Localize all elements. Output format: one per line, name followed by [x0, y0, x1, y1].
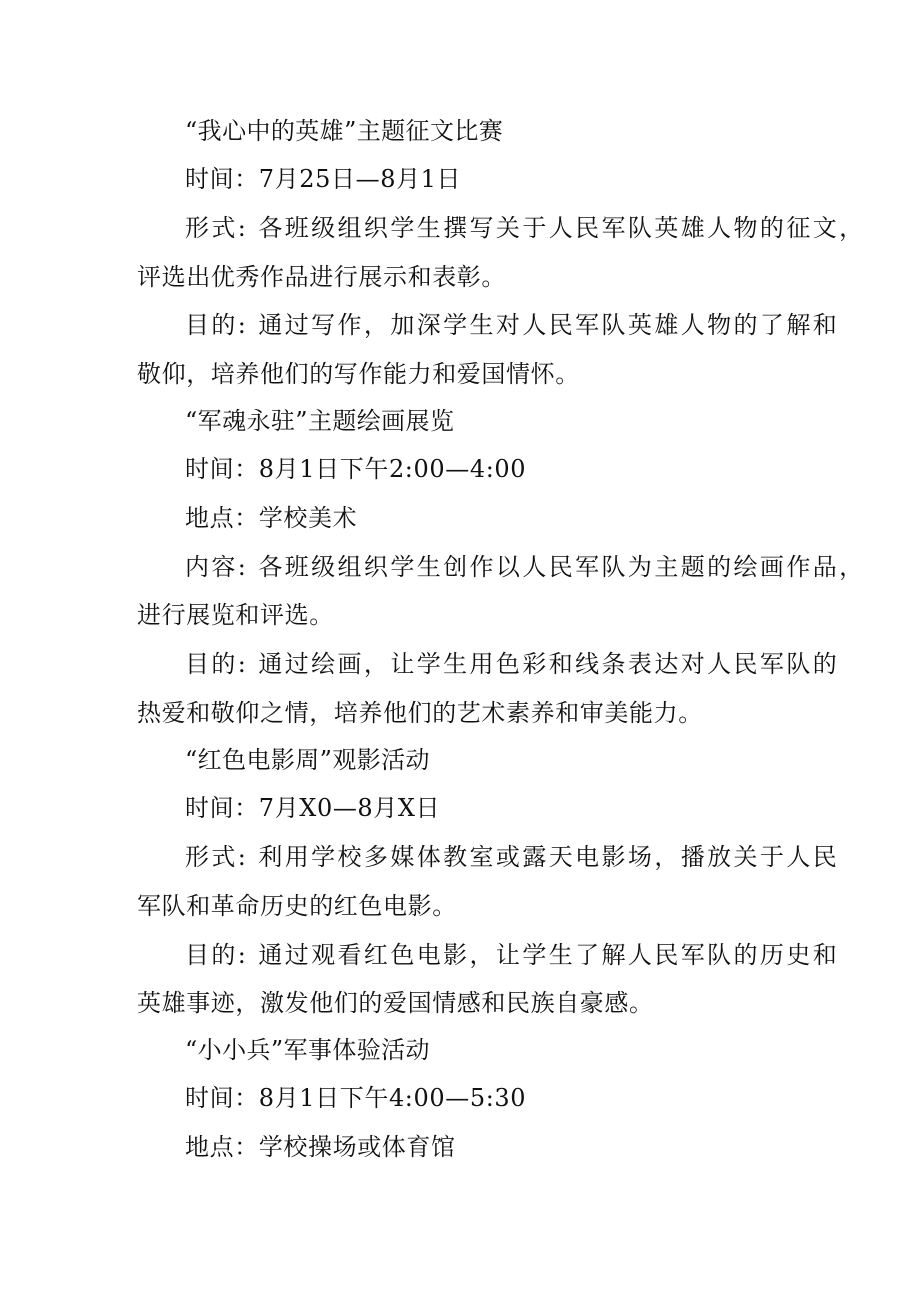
section-1-purpose-line-1: 目的: 通过写作，加深学生对人民军队英雄人物的了解和 — [185, 311, 840, 339]
section-2-purpose-line-1: 目的: 通过绘画，让学生用色彩和线条表达对人民军队的 — [185, 650, 840, 678]
section-3-purpose-line-1: 目的: 通过观看红色电影，让学生了解人民军队的历史和 — [185, 941, 840, 969]
section-3-title: “红色电影周”观影活动 — [185, 746, 430, 774]
section-3-time: 时间：7月X0—8月X日 — [185, 794, 441, 822]
section-4-title: “小小兵”军事体验活动 — [185, 1036, 430, 1064]
section-2-place: 地点：学校美术 — [185, 504, 358, 532]
section-4-time: 时间：8月1日下午4:00—5:30 — [185, 1084, 527, 1112]
section-3-form-line-2: 军队和革命历史的红色电影。 — [137, 892, 457, 920]
section-2-title: “军魂永驻”主题绘画展览 — [185, 407, 455, 435]
section-2-content-line-2: 进行展览和评选。 — [137, 601, 334, 629]
section-2-time: 时间：8月1日下午2:00—4:00 — [185, 455, 527, 483]
section-4-place: 地点：学校操场或体育馆 — [185, 1133, 456, 1161]
section-1-form-line-2: 评选出优秀作品进行展示和表彰。 — [137, 263, 506, 291]
section-2-content-line-1: 内容: 各班级组织学生创作以人民军队为主题的绘画作品， — [185, 553, 866, 581]
section-1-purpose-line-2: 敬仰，培养他们的写作能力和爱国情怀。 — [137, 360, 580, 388]
section-3-purpose-line-2: 英雄事迹，激发他们的爱国情感和民族自豪感。 — [137, 989, 654, 1017]
section-3-form-line-1: 形式: 利用学校多媒体教室或露天电影场，播放关于人民 — [185, 843, 840, 871]
section-1-title: “我心中的英雄”主题征文比赛 — [185, 117, 504, 145]
section-2-purpose-line-2: 热爱和敬仰之情，培养他们的艺术素养和审美能力。 — [137, 699, 703, 727]
section-1-form-line-1: 形式: 各班级组织学生撰写关于人民军队英雄人物的征文， — [185, 214, 866, 242]
section-1-time: 时间：7月25日—8月1日 — [185, 165, 462, 193]
